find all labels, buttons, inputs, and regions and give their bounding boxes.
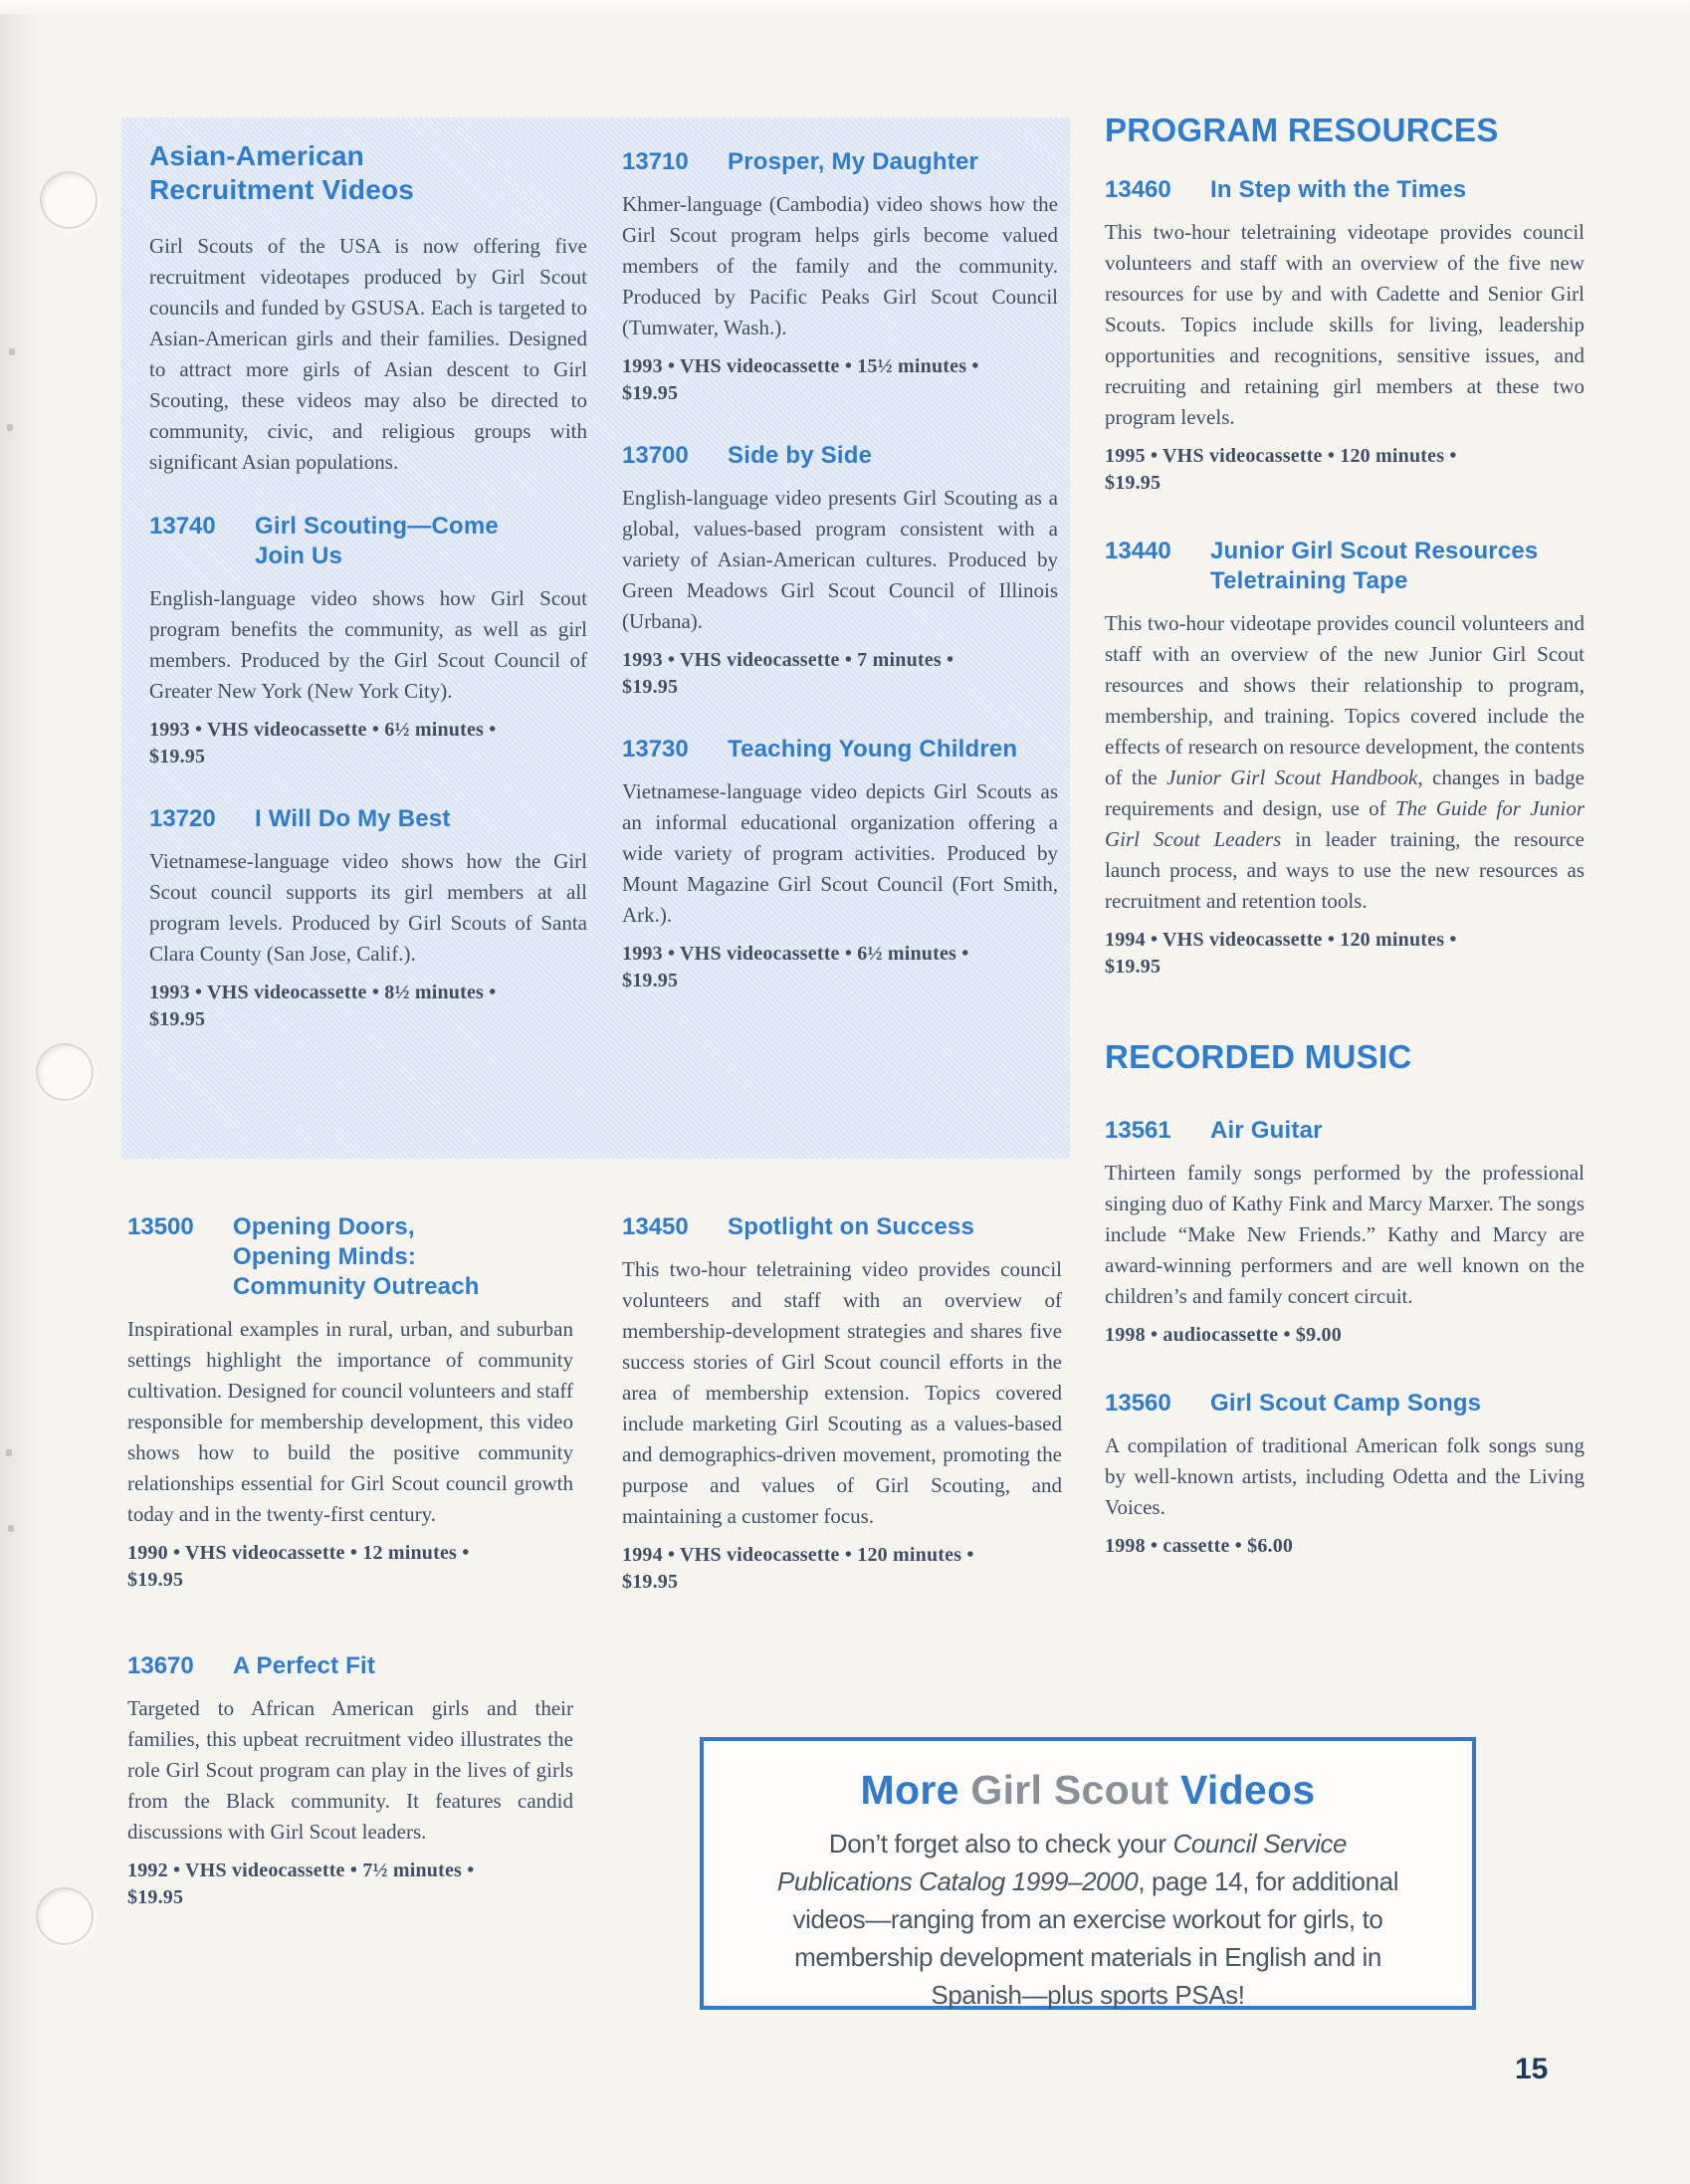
item-heading <box>622 1212 1062 1242</box>
item-number: 13561 <box>1105 1117 1171 1144</box>
item-number: 13710 <box>622 148 689 175</box>
item-title: Opening Doors, Opening Minds: Community Outreach <box>233 1213 480 1300</box>
right-column <box>1105 111 1584 1560</box>
item-heading <box>1105 1116 1584 1146</box>
panel-column-1 <box>149 139 587 1033</box>
panel-column-2 <box>622 139 1058 994</box>
item-number: 13720 <box>149 805 216 832</box>
item-heading <box>149 804 587 834</box>
catalog-item-13500 <box>127 1212 573 1594</box>
item-price: $19.95 <box>149 1008 206 1030</box>
item-price: $19.95 <box>622 970 679 991</box>
item-number: 13460 <box>1105 176 1171 203</box>
item-description: This two-hour teletraining video provides council volunteers and staff with an overview of membership-development strategies and shares five success stories of Girl Scout council efforts in the area of membership extension. Topics covered include marketing Girl Scouting as a values-based and demographics-driven movement, promoting the purpose and values of Girl Scouting, and maintaining a customer focus. <box>622 1257 1062 1528</box>
item-price: $19.95 <box>622 1571 679 1593</box>
item-number: 13730 <box>622 736 689 763</box>
item-title: Prosper, My Daughter <box>728 148 979 175</box>
scan-speck <box>7 424 13 431</box>
catalog-item-13700 <box>622 441 1058 701</box>
item-detail: 1994 • VHS videocassette • 120 minutes • $19.95 <box>622 1542 1062 1596</box>
binder-hole <box>36 1043 94 1101</box>
item-description: This two-hour videotape provides council volunteers and staff with an overview of the new Junior Girl Scout resources and shows their relationship to program, membership, and training. Topics covered include the effects of research on resource development, the contents of the Junior Girl Scout Handbook, changes in badge requirements and design, use of The Guide for Junior Girl Scout Leaders in leader training, the resource launch process, and ways to use the new resources as recruitment and retention tools. <box>1105 611 1585 913</box>
binder-hole <box>40 171 98 229</box>
item-title: In Step with the Times <box>1210 176 1467 203</box>
program-resources-heading: PROGRAM RESOURCES <box>1105 111 1499 148</box>
item-title: Spotlight on Success <box>728 1213 975 1240</box>
item-number: 13500 <box>127 1213 194 1240</box>
recorded-music-heading: RECORDED MUSIC <box>1105 1038 1412 1075</box>
item-number: 13670 <box>127 1652 194 1679</box>
item-description: English-language video presents Girl Scouting as a global, values-based program consistent with a variety of Asian-American cultures. Produced by Green Meadows Girl Scout Council of Illinois (Urbana). <box>622 486 1058 633</box>
catalog-item-13440 <box>1105 537 1584 981</box>
item-heading <box>622 735 1058 764</box>
item-price: $19.95 <box>622 382 679 404</box>
item-detail: 1994 • VHS videocassette • 120 minutes • $19.95 <box>1105 927 1584 981</box>
panel-title-line: Asian-American <box>149 140 364 171</box>
catalog-item-13710 <box>622 147 1058 407</box>
item-title: A Perfect Fit <box>233 1652 376 1679</box>
catalog-item-13560 <box>1105 1389 1584 1560</box>
catalog-item-13450 <box>622 1212 1062 1596</box>
item-heading <box>1105 175 1584 205</box>
item-heading <box>622 441 1058 471</box>
catalog-item-13460 <box>1105 175 1584 497</box>
item-detail: 1998 • audiocassette • $9.00 <box>1105 1324 1342 1346</box>
item-number: 13740 <box>149 513 216 540</box>
item-price: $19.95 <box>622 676 679 698</box>
item-price: $19.95 <box>127 1886 184 1908</box>
item-price: $19.95 <box>1105 472 1162 494</box>
item-detail: 1990 • VHS videocassette • 12 minutes • $19.95 <box>127 1540 573 1594</box>
item-price: $19.95 <box>127 1569 184 1591</box>
item-heading <box>127 1651 573 1681</box>
item-detail: 1995 • VHS videocassette • 120 minutes • $19.95 <box>1105 443 1584 497</box>
item-number: 13700 <box>622 442 689 469</box>
more-videos-callout <box>700 1737 1476 2010</box>
item-heading <box>622 147 1058 177</box>
item-detail: 1998 • cassette • $6.00 <box>1105 1535 1294 1557</box>
binder-hole <box>36 1887 94 1945</box>
scan-speck <box>9 348 15 355</box>
item-title: Girl Scout Camp Songs <box>1210 1390 1482 1417</box>
lower-column-1 <box>127 1191 573 1911</box>
panel-title <box>149 139 587 207</box>
catalog-item-13561 <box>1105 1116 1584 1349</box>
item-description: This two-hour teletraining videotape provides council volunteers and staff with an overview of the five new resources for use by and with Cadette and Senior Girl Scouts. Topics include skills for living, leadership opportunities and recognitions, sensitive issues, and recruiting and retaining girl members at these two program levels. <box>1105 220 1584 429</box>
item-detail: 1993 • VHS videocassette • 6½ minutes • $19.95 <box>622 941 1058 994</box>
item-heading <box>149 512 587 571</box>
catalog-item-13670 <box>127 1651 573 1911</box>
item-detail: 1993 • VHS videocassette • 6½ minutes • $19.95 <box>149 717 587 770</box>
item-heading <box>1105 1389 1584 1419</box>
item-description: Targeted to African American girls and their families, this upbeat recruitment video illustrates the role Girl Scout program can play in the lives of girls from the Black community. It features candid discussions with Girl Scout leaders. <box>127 1696 573 1844</box>
scan-speck <box>6 1449 12 1456</box>
item-description: Vietnamese-language video shows how the Girl Scout council supports its girl members at all program levels. Produced by Girl Scouts of Santa Clara County (San Jose, Calif.). <box>149 849 587 966</box>
item-detail: 1992 • VHS videocassette • 7½ minutes • $19.95 <box>127 1857 573 1911</box>
item-number: 13440 <box>1105 538 1171 564</box>
item-heading <box>127 1212 573 1302</box>
item-number: 13450 <box>622 1213 689 1240</box>
item-heading <box>1105 537 1584 596</box>
item-description: Khmer-language (Cambodia) video shows how the Girl Scout program helps girls become valued members of the family and the community. Produced by Pacific Peaks Girl Scout Council (Tumwater, Wash.). <box>622 192 1058 339</box>
panel-title-line: Recruitment Videos <box>149 174 415 205</box>
item-detail: 1993 • VHS videocassette • 15½ minutes • $19.95 <box>622 353 1058 407</box>
item-description: English-language video shows how Girl Scout program benefits the community, as well as girl members. Produced by the Girl Scout Council of Greater New York (New York City). <box>149 586 587 703</box>
item-title: I Will Do My Best <box>255 805 451 832</box>
item-price: $19.95 <box>1105 956 1162 978</box>
item-price: $19.95 <box>149 746 206 767</box>
page-number: 15 <box>1515 2053 1549 2085</box>
more-videos-title: More Girl Scout Videos <box>860 1767 1316 1813</box>
item-title: Air Guitar <box>1210 1117 1323 1144</box>
item-title: Teaching Young Children <box>728 736 1018 763</box>
panel-intro: Girl Scouts of the USA is now offering five recruitment videotapes produced by Girl Scout councils and funded by GSUSA. Each is targeted to Asian-American girls and their families. Designed to attract more girls of Asian descent to Girl Scouting, these videos may also be directed to community, civic, and religious groups with significant Asian populations. <box>149 234 587 474</box>
item-description: A compilation of traditional American folk songs sung by well-known artists, including Odetta and the Living Voices. <box>1105 1433 1584 1519</box>
item-title: Side by Side <box>728 442 873 469</box>
catalog-item-13740 <box>149 512 587 770</box>
catalog-item-13720 <box>149 804 587 1033</box>
item-description: Thirteen family songs performed by the professional singing duo of Kathy Fink and Marcy Marxer. The songs include “Make New Friends.” Kathy and Marcy are award-winning performers and are well known on the children’s and family concert circuit. <box>1105 1161 1584 1308</box>
item-detail: 1993 • VHS videocassette • 8½ minutes • $19.95 <box>149 980 587 1033</box>
catalog-item-13730 <box>622 735 1058 994</box>
scan-speck <box>8 1525 14 1532</box>
item-description: Vietnamese-language video depicts Girl Scouts as an informal educational organization offering a wide variety of program activities. Produced by Mount Magazine Girl Scout Council (Fort Smith, Ark.). <box>622 779 1058 927</box>
more-videos-text: Don’t forget also to check your Council Service Publications Catalog 1999–2000, page 14, for additional videos—ranging from an exercise workout for girls, to membership development materials in English and in Spanish—plus sports PSAs! <box>776 1829 1399 2010</box>
item-description: Inspirational examples in rural, urban, and suburban settings highlight the importance of community cultivation. Designed for council volunteers and staff responsible for membership development, this video shows how to build the positive community relationships essential for Girl Scout council growth today and in the twenty-first century. <box>127 1317 573 1526</box>
lower-column-2 <box>622 1191 1062 1596</box>
item-detail: 1993 • VHS videocassette • 7 minutes • $19.95 <box>622 647 1058 701</box>
item-title: Girl Scouting—Come Join Us <box>255 513 499 569</box>
item-title: Junior Girl Scout Resources Teletraining Tape <box>1210 538 1539 594</box>
item-number: 13560 <box>1105 1390 1171 1417</box>
